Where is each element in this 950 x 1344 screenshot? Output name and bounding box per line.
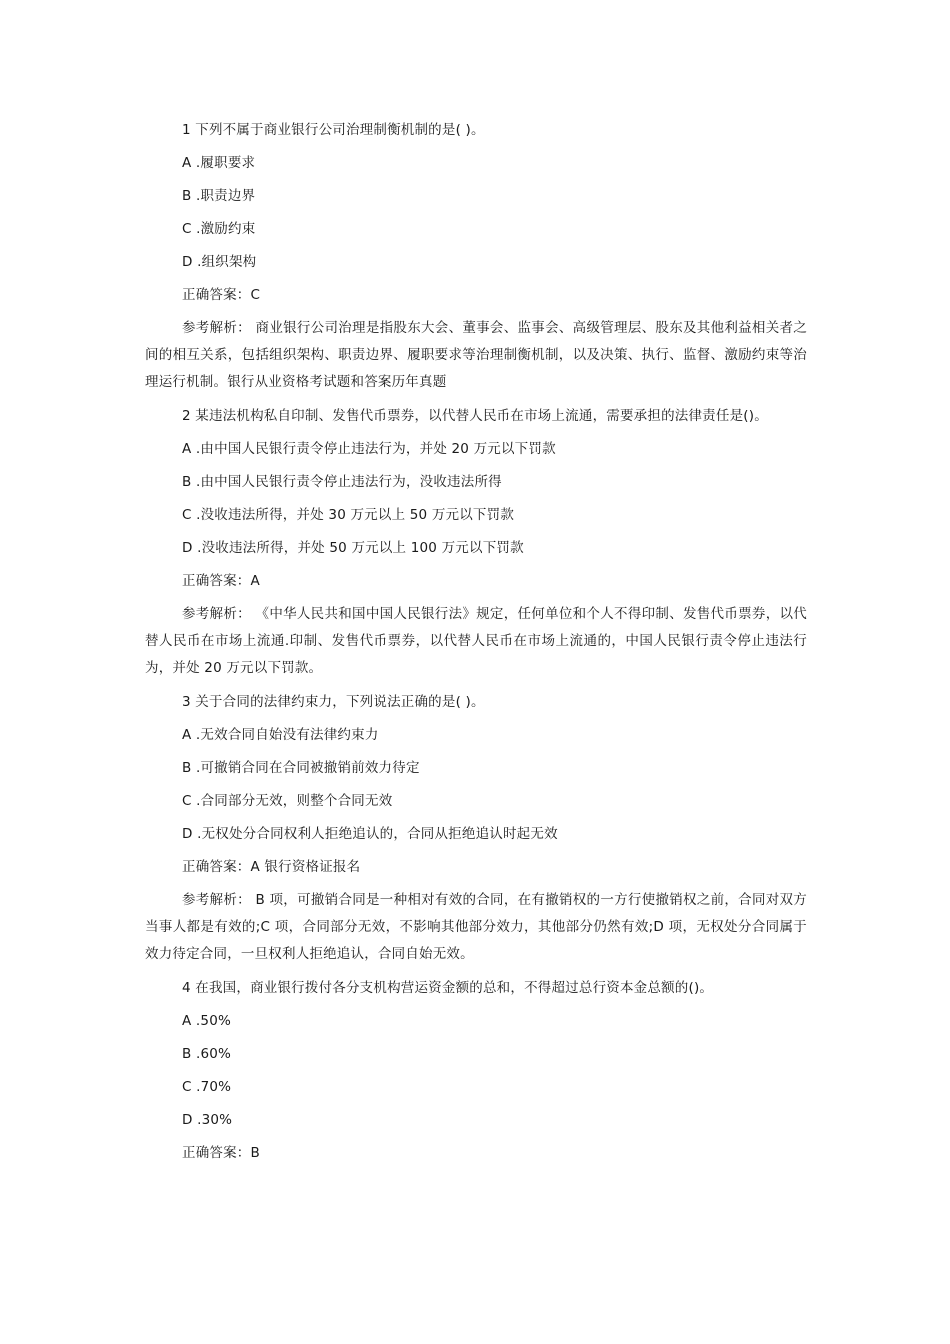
question-3-option-c: C .合同部分无效，则整个合同无效 [182,793,393,809]
question-3-explanation: 参考解析： B 项，可撤销合同是一种相对有效的合同，在有撤销权的一方行使撤销权之前，合同对双方当事人都是有效的;C 项，合同部分无效，不影响其他部分效力，其他部分仍然有效;D 项，无权处分合同属于效力待定合同，一旦权利人拒绝追认，合同自始无效。 [145,892,807,962]
question-3-option-a: A .无效合同自始没有法律约束力 [182,727,379,743]
question-2-option-c: C .没收违法所得，并处 30 万元以上 50 万元以下罚款 [182,507,515,523]
question-2-text: 2 某违法机构私自印制、发售代币票券，以代替人民币在市场上流通，需要承担的法律责任是()。 [182,408,768,424]
question-2-answer: 正确答案：A [182,573,260,589]
question-2-option-a: A .由中国人民银行责令停止违法行为，并处 20 万元以下罚款 [182,441,556,457]
question-3-option-d: D .无权处分合同权利人拒绝追认的，合同从拒绝追认时起无效 [182,826,558,842]
question-3-answer: 正确答案：A 银行资格证报名 [182,859,361,875]
question-2-explanation: 参考解析： 《中华人民共和国中国人民银行法》规定，任何单位和个人不得印制、发售代币票券，以代替人民币在市场上流通.印制、发售代币票券，以代替人民币在市场上流通的，中国人民银行责令停止违法行为，并处 20 万元以下罚款。 [145,606,807,676]
question-1-answer: 正确答案：C [182,287,261,303]
question-1-option-a: A .履职要求 [182,155,256,171]
question-1-option-c: C .激励约束 [182,221,256,237]
question-4-option-b: B .60% [182,1046,232,1062]
question-4-answer: 正确答案：B [182,1145,260,1161]
question-1-explanation: 参考解析： 商业银行公司治理是指股东大会、董事会、监事会、高级管理层、股东及其他利益相关者之间的相互关系，包括组织架构、职责边界、履职要求等治理制衡机制，以及决策、执行、监督、激励约束等治理运行机制。银行从业资格考试题和答案历年真题 [145,320,807,390]
question-4-option-d: D .30% [182,1112,233,1128]
question-1-option-b: B .职责边界 [182,188,256,204]
question-4-option-a: A .50% [182,1013,232,1029]
question-4-option-c: C .70% [182,1079,232,1095]
question-2-option-b: B .由中国人民银行责令停止违法行为，没收违法所得 [182,474,502,490]
question-1-text: 1 下列不属于商业银行公司治理制衡机制的是( )。 [182,122,485,138]
question-3-option-b: B .可撤销合同在合同被撤销前效力待定 [182,760,420,776]
question-1-option-d: D .组织架构 [182,254,257,270]
question-3-text: 3 关于合同的法律约束力，下列说法正确的是( )。 [182,694,485,710]
question-4-text: 4 在我国，商业银行拨付各分支机构营运资金额的总和，不得超过总行资本金总额的()。 [182,980,714,996]
question-2-option-d: D .没收违法所得，并处 50 万元以上 100 万元以下罚款 [182,540,524,556]
